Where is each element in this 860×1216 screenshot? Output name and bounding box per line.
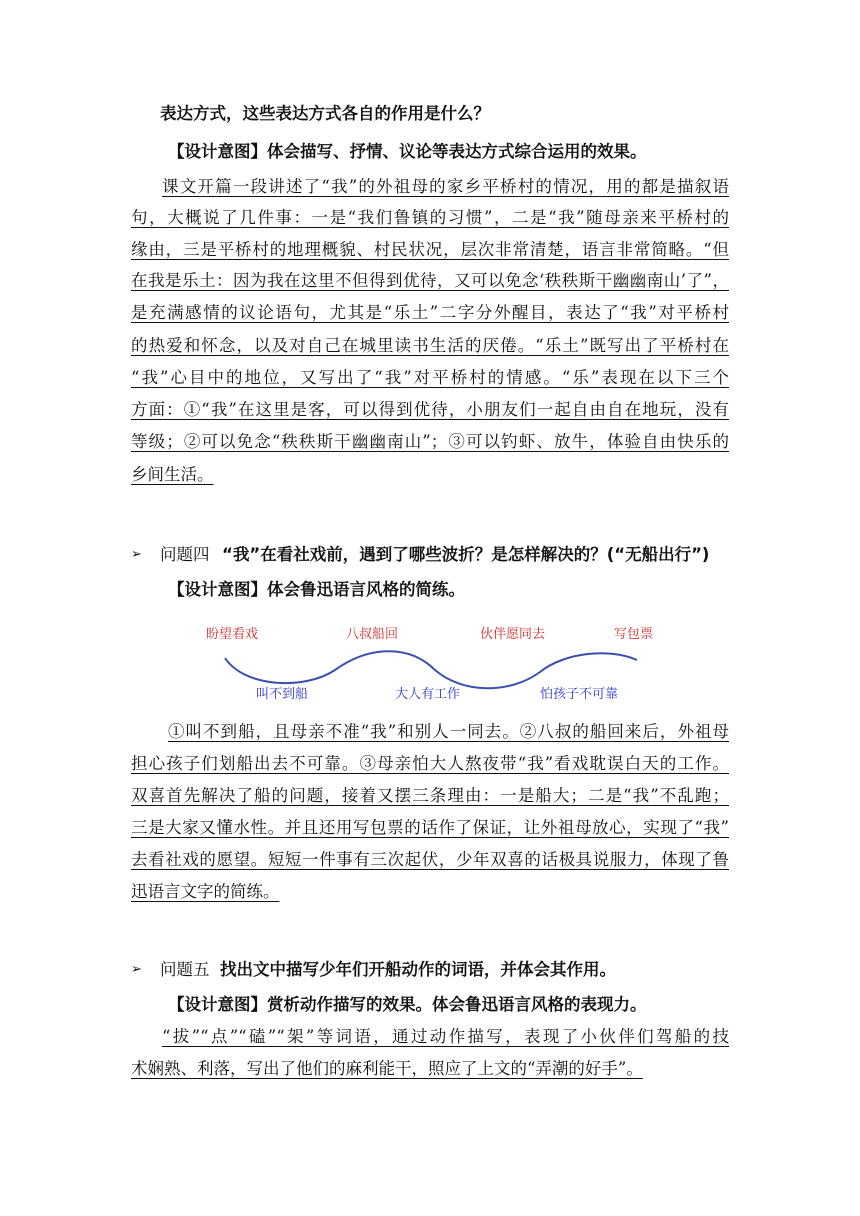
answer-3-line-7: “我”心目中的地位，又写出了“我”对平桥村的情感。“乐”表现在以下三个 [131, 368, 729, 387]
diagram-label-top-2: 八叔船回 [346, 627, 399, 642]
diagram-label-bottom-1: 叫不到船 [256, 687, 309, 702]
question-5-text: 找出文中描写少年们开船动作的词语，并体会其作用。 [220, 960, 616, 979]
answer-3-line-2: 句，大概说了几件事：一是“我们鲁镇的习惯”，二是“我”随母亲来平桥村的 [131, 208, 729, 227]
answer-4-line-4: 三是大家又懂水性。并且还用写包票的话作了保证，让外祖母放心，实现了“我” [131, 818, 729, 837]
question-4-label: 问题四 [160, 545, 210, 564]
bullet-arrow-icon: ➢ [131, 547, 142, 562]
answer-3-line-8: 方面：①“我”在这里是客，可以得到优待，小朋友们一起自由自在地玩，没有 [131, 400, 729, 419]
answer-5-line-2: 术娴熟、利落，写出了他们的麻利能干，照应了上文的“弄潮的好手”。 [131, 1059, 643, 1078]
diagram-label-bottom-3: 怕孩子不可靠 [540, 687, 619, 702]
design-intent-3: 【设计意图】体会描写、抒情、议论等表达方式综合运用的效果。 [168, 142, 647, 161]
answer-3-line-10: 乡间生活。 [131, 465, 214, 484]
wave-path [225, 651, 637, 688]
diagram-label-top-4: 写包票 [614, 627, 654, 642]
design-intent-4: 【设计意图】体会鲁迅语言风格的简练。 [168, 580, 465, 599]
diagram-label-top-3: 伙伴愿同去 [480, 627, 546, 642]
answer-3-line-6: 的热爱和怀念，以及对自己在城里读书生活的厌倦。“乐土”既写出了平桥村在 [131, 336, 729, 355]
answer-4-line-3: 双喜首先解决了船的问题，接着又摆三条理由：一是船大；二是“我”不乱跑； [131, 786, 729, 805]
answer-4-line-5: 去看社戏的愿望。短短一件事有三次起伏，少年双喜的话极具说服力，体现了鲁 [131, 850, 729, 869]
answer-4-line-2: 担心孩子们划船出去不可靠。③母亲怕大人熬夜带“我”看戏耽误白天的工作。 [131, 754, 729, 773]
answer-3-line-9: 等级；②可以免念“秩秩斯干幽幽南山”；③可以钓虾、放牛，体验自由快乐的 [131, 432, 729, 451]
question-3-end: 表达方式，这些表达方式各自的作用是什么？ [160, 104, 490, 123]
diagram-label-top-1: 盼望看戏 [206, 627, 259, 642]
answer-5-line-1: “拔”“点”“磕”“架”等词语，通过动作描写，表现了小伙伴们驾船的技 [162, 1027, 729, 1046]
answer-4-line-6: 迅语言文字的简练。 [131, 882, 280, 901]
bullet-arrow-icon: ➢ [131, 962, 142, 977]
answer-4-line-1: ①叫不到船，且母亲不准“我”和别人一同去。②八叔的船回来后，外祖母 [168, 722, 729, 741]
question-5-label: 问题五 [160, 960, 210, 979]
diagram-label-bottom-2: 大人有工作 [395, 687, 461, 702]
answer-3-line-5: 是充满感情的议论语句，尤其是“乐土”二字分外醒目，表达了“我”对平桥村 [131, 303, 729, 322]
answer-3-line-1: 课文开篇一段讲述了“我”的外祖母的家乡平桥村的情况，用的都是描叙语 [162, 177, 729, 196]
question-4-text: “我”在看社戏前，遇到了哪些波折？是怎样解决的？(“无船出行”) [222, 545, 710, 564]
answer-3-line-3: 缘由，三是平桥村的地理概貌、村民状况，层次非常清楚，语言非常简略。“但 [131, 240, 729, 259]
answer-3-line-4: 在我是乐土：因为我在这里不但得到优待，又可以免念‘秩秩斯干幽幽南山’了”， [131, 271, 729, 290]
design-intent-5: 【设计意图】赏析动作描写的效果。体会鲁迅语言风格的表现力。 [168, 995, 647, 1014]
